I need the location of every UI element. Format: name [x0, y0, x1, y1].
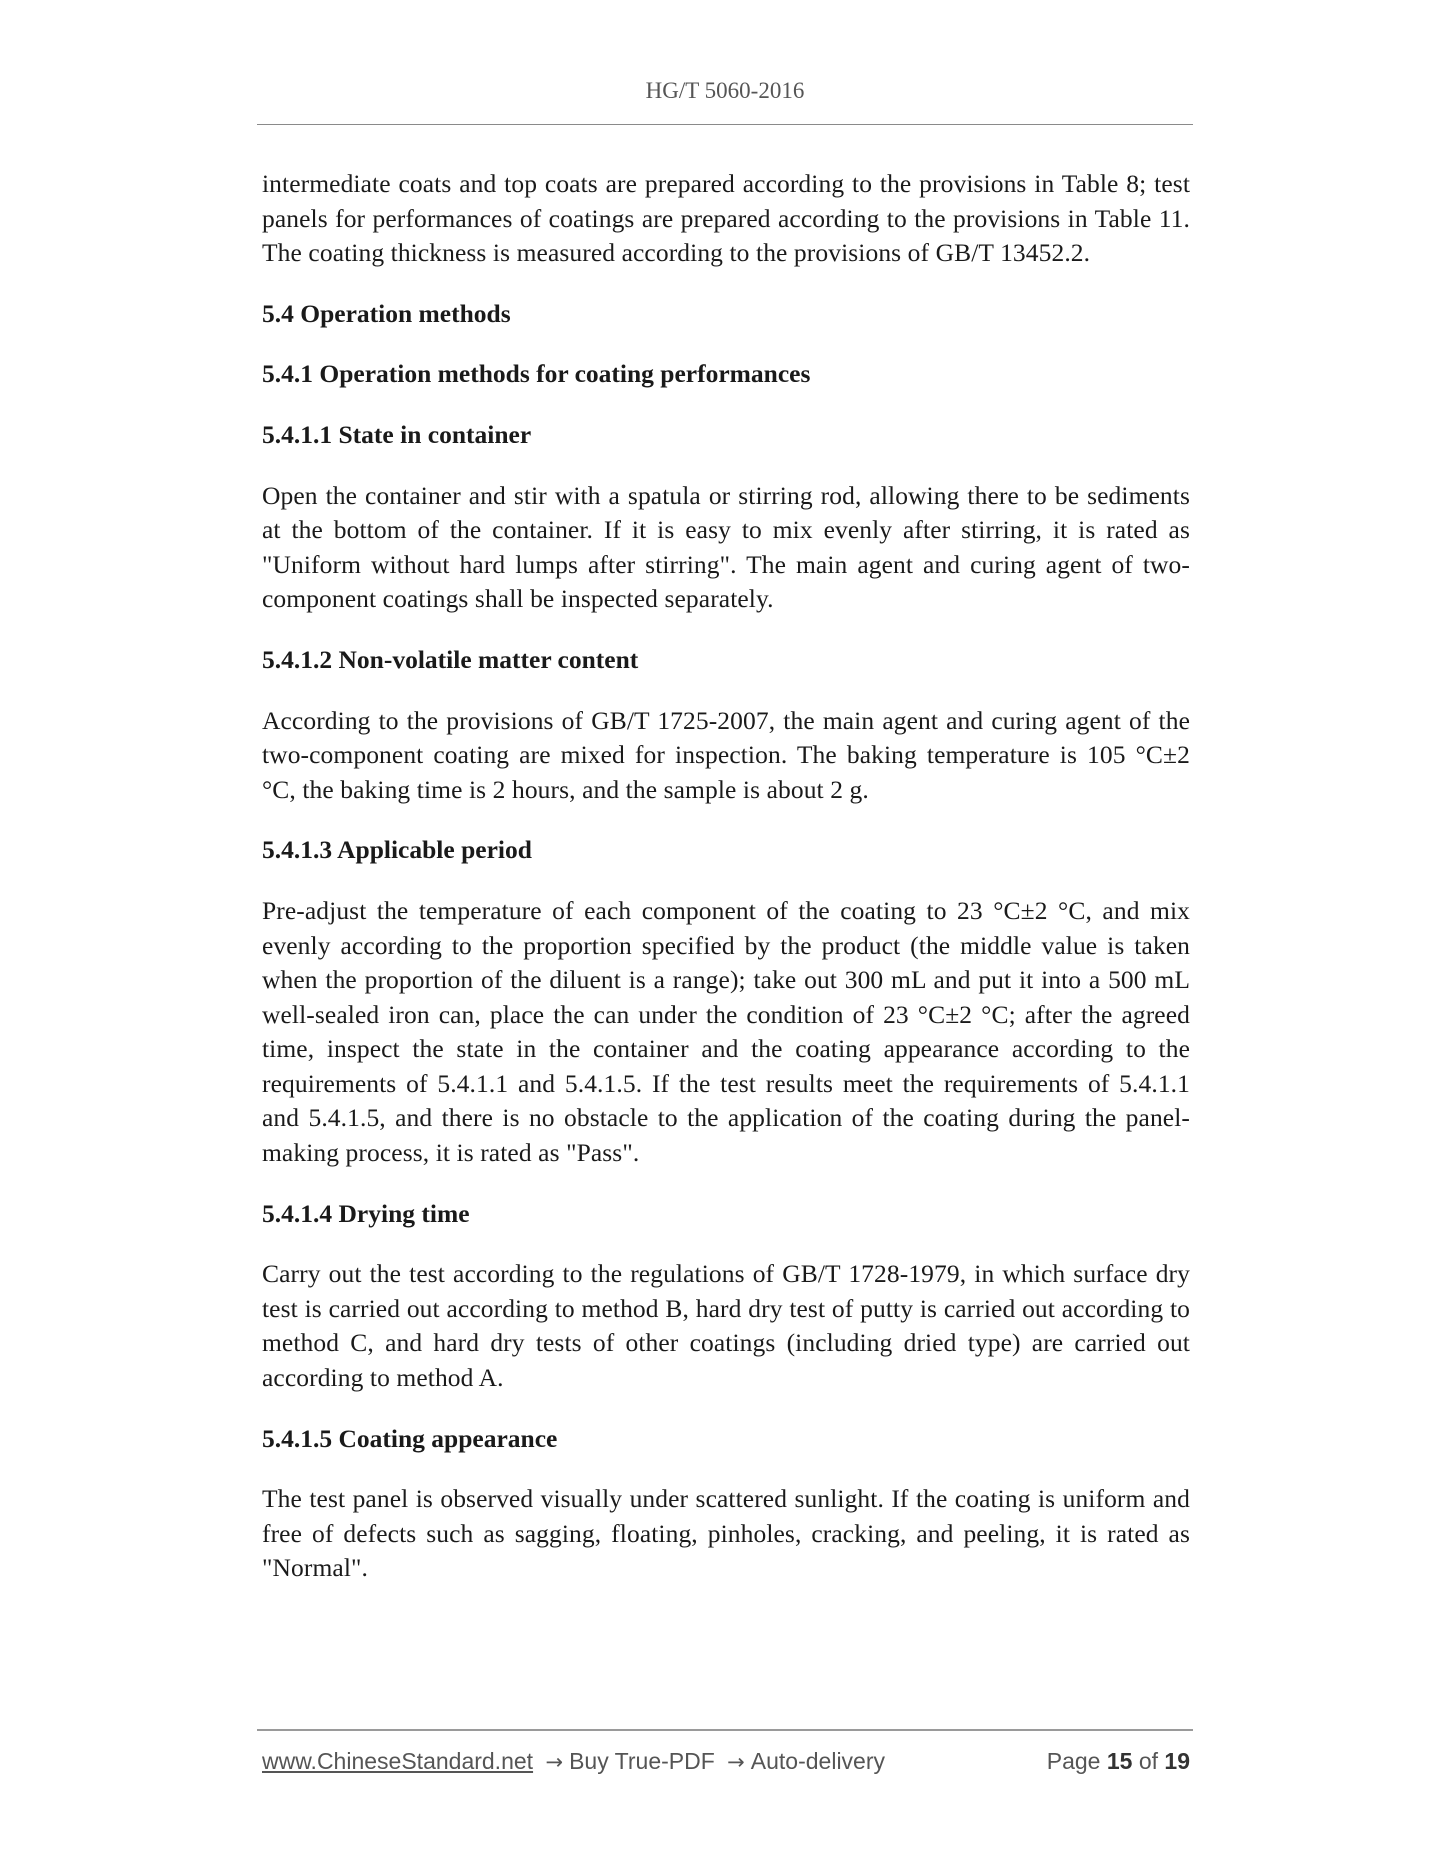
arrow-right-icon: → — [545, 1750, 564, 1774]
section-heading-5-4-1-4: 5.4.1.4 Drying time — [262, 1198, 470, 1228]
section-heading-5-4-1: 5.4.1 Operation methods for coating performances — [262, 359, 811, 389]
site-link[interactable]: www.ChineseStandard.net — [262, 1748, 534, 1774]
document-body — [262, 167, 1190, 1612]
buy-true-pdf-text: Buy True-PDF — [569, 1748, 715, 1774]
section-heading-5-4-1-2: 5.4.1.2 Non-volatile matter content — [262, 644, 639, 674]
paragraph-5-4-1-4: Carry out the test according to the regulations of GB/T 1728-1979, in which surface dry test is carried out according to method B, hard dry test of putty is carried out according to method C, and hard dry tests of other coatings (including dried type) are carried out according to method A. — [262, 1259, 1190, 1393]
arrow-right-icon: → — [727, 1750, 745, 1774]
page-current: 15 — [1106, 1748, 1133, 1774]
footer-promo — [262, 1748, 885, 1775]
paragraph-5-4-1-3: Pre-adjust the temperature of each component of the coating to 23 °C±2 °C, and mix evenly according to the proportion specified by the product (the middle value is taken when the proportion of the diluent is a range); take out 300 mL and put it into a 500 mL well-sealed iron can, place the can under the condition of 23 °C±2 °C; after the agreed time, inspect the state in the container and the coating appearance according to the requirements of 5.4.1.1 and 5.4.1.5. If the test results meet the requirements of 5.4.1.1 and 5.4.1.5, and there is no obstacle to the application of the coating during the panel-making process, it is rated as "Pass". — [262, 895, 1190, 1168]
intro-paragraph: intermediate coats and top coats are prepared according to the provisions in Table 8; test panels for performances of coatings are prepared according to the provisions in Table 11. The coating thickness is measured according to the provisions of GB/T 13452.2. — [262, 169, 1190, 268]
footer-divider — [257, 1729, 1193, 1731]
section-heading-5-4-1-1: 5.4.1.1 State in container — [262, 419, 532, 449]
page-total: 19 — [1164, 1748, 1190, 1774]
page-header-doc-id: HG/T 5060-2016 — [645, 78, 805, 103]
paragraph-5-4-1-2: According to the provisions of GB/T 1725-2007, the main agent and curing agent of the two-component coating are mixed for inspection. The baking temperature is 105 °C±2 °C, the baking time is 2 hours, and the sample is about 2 g. — [262, 705, 1190, 804]
page-counter — [1047, 1748, 1190, 1775]
section-heading-5-4: 5.4 Operation methods — [262, 298, 511, 328]
page-footer — [262, 1748, 1190, 1775]
header-divider — [257, 124, 1193, 125]
page-label: Page — [1046, 1748, 1101, 1774]
section-heading-5-4-1-3: 5.4.1.3 Applicable period — [262, 835, 532, 865]
section-heading-5-4-1-5: 5.4.1.5 Coating appearance — [262, 1423, 558, 1453]
paragraph-5-4-1-5: The test panel is observed visually under scattered sunlight. If the coating is uniform and free of defects such as sagging, floating, pinholes, cracking, and peeling, it is rated as "Normal". — [262, 1484, 1190, 1583]
page-of-label: of — [1138, 1748, 1159, 1774]
paragraph-5-4-1-1: Open the container and stir with a spatula or stirring rod, allowing there to be sediments at the bottom of the container. If it is easy to mix evenly after stirring, it is rated as "Uniform without hard lumps after stirring". The main agent and curing agent of two-component coatings shall be inspected separately. — [262, 480, 1190, 614]
auto-delivery-text: Auto-delivery — [750, 1748, 886, 1774]
